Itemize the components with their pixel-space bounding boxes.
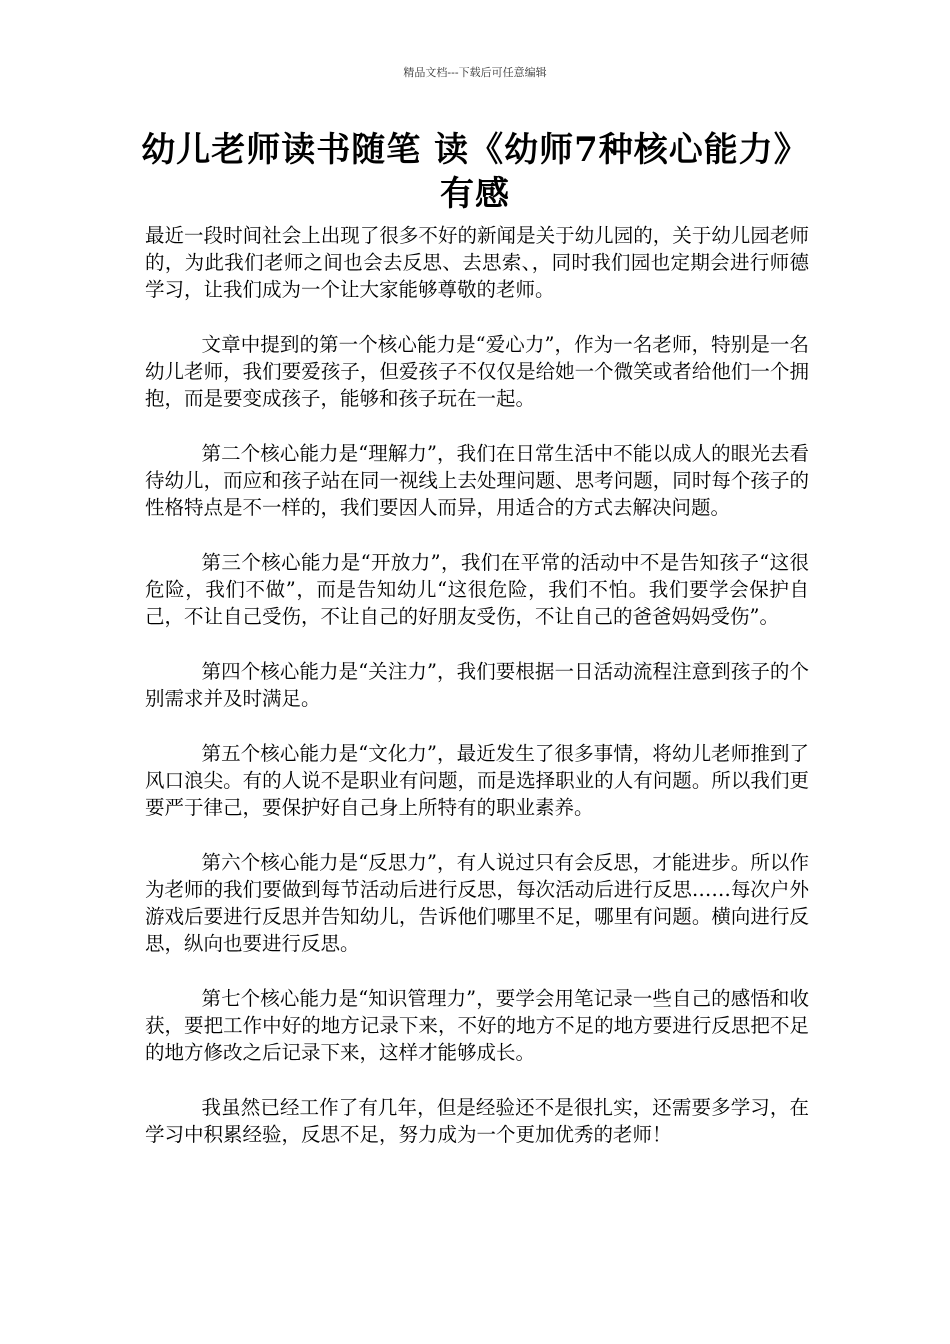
paragraph-reflection: 第六个核心能力是“反思力”，有人说过只有会反思，才能进步。所以作为老师的我们要做到每节活动后进行反思，每次活动后进行反思……每次户外游戏后要进行反思并告知幼儿，告诉他们哪里不足，哪里有问题。横向进行反思，纵向也要进行反思。 [145,851,809,955]
paragraph-culture: 第五个核心能力是“文化力”，最近发生了很多事情，将幼儿老师推到了风口浪尖。有的人说不是职业有问题，而是选择职业的人有问题。所以我们更要严于律己，要保护好自己身上所特有的职业素养。 [145,742,809,819]
paragraph-openness: 第三个核心能力是“开放力”，我们在平常的活动中不是告知孩子“这很危险，我们不做”，而是告知幼儿“这很危险，我们不怕。我们要学会保护自己，不让自己受伤，不让自己的好朋友受伤，不让自己的爸爸妈妈受伤”。 [145,551,809,628]
paragraph-attention: 第四个核心能力是“关注力”，我们要根据一日活动流程注意到孩子的个别需求并及时满足。 [145,660,809,710]
paragraph-understanding: 第二个核心能力是“理解力”，我们在日常生活中不能以成人的眼光去看待幼儿，而应和孩子站在同一视线上去处理问题、思考问题，同时每个孩子的性格特点是不一样的，我们要因人而异，用适合的方式去解决问题。 [145,442,809,519]
paragraph-conclusion: 我虽然已经工作了有几年，但是经验还不是很扎实，还需要多学习，在学习中积累经验，反思不足，努力成为一个更加优秀的老师！ [145,1096,809,1146]
document-body [145,222,809,1176]
header-note: 精品文档---下载后可任意编辑 [403,66,547,79]
paragraph-knowledge: 第七个核心能力是“知识管理力”，要学会用笔记录一些自己的感悟和收获，要把工作中好的地方记录下来，不好的地方不足的地方要进行反思把不足的地方修改之后记录下来，这样才能够成长。 [145,987,809,1064]
document-title: 幼儿老师读书随笔 读《幼师7种核心能力》有感 [141,130,809,214]
paragraph-intro: 最近一段时间社会上出现了很多不好的新闻是关于幼儿园的，关于幼儿园老师的，为此我们老师之间也会去反思、去思索、，同时我们园也定期会进行师德学习，让我们成为一个让大家能够尊敬的老师。 [145,224,809,301]
paragraph-love: 文章中提到的第一个核心能力是“爱心力”，作为一名老师，特别是一名幼儿老师，我们要爱孩子，但爱孩子不仅仅是给她一个微笑或者给他们一个拥抱，而是要变成孩子，能够和孩子玩在一起。 [145,333,809,410]
